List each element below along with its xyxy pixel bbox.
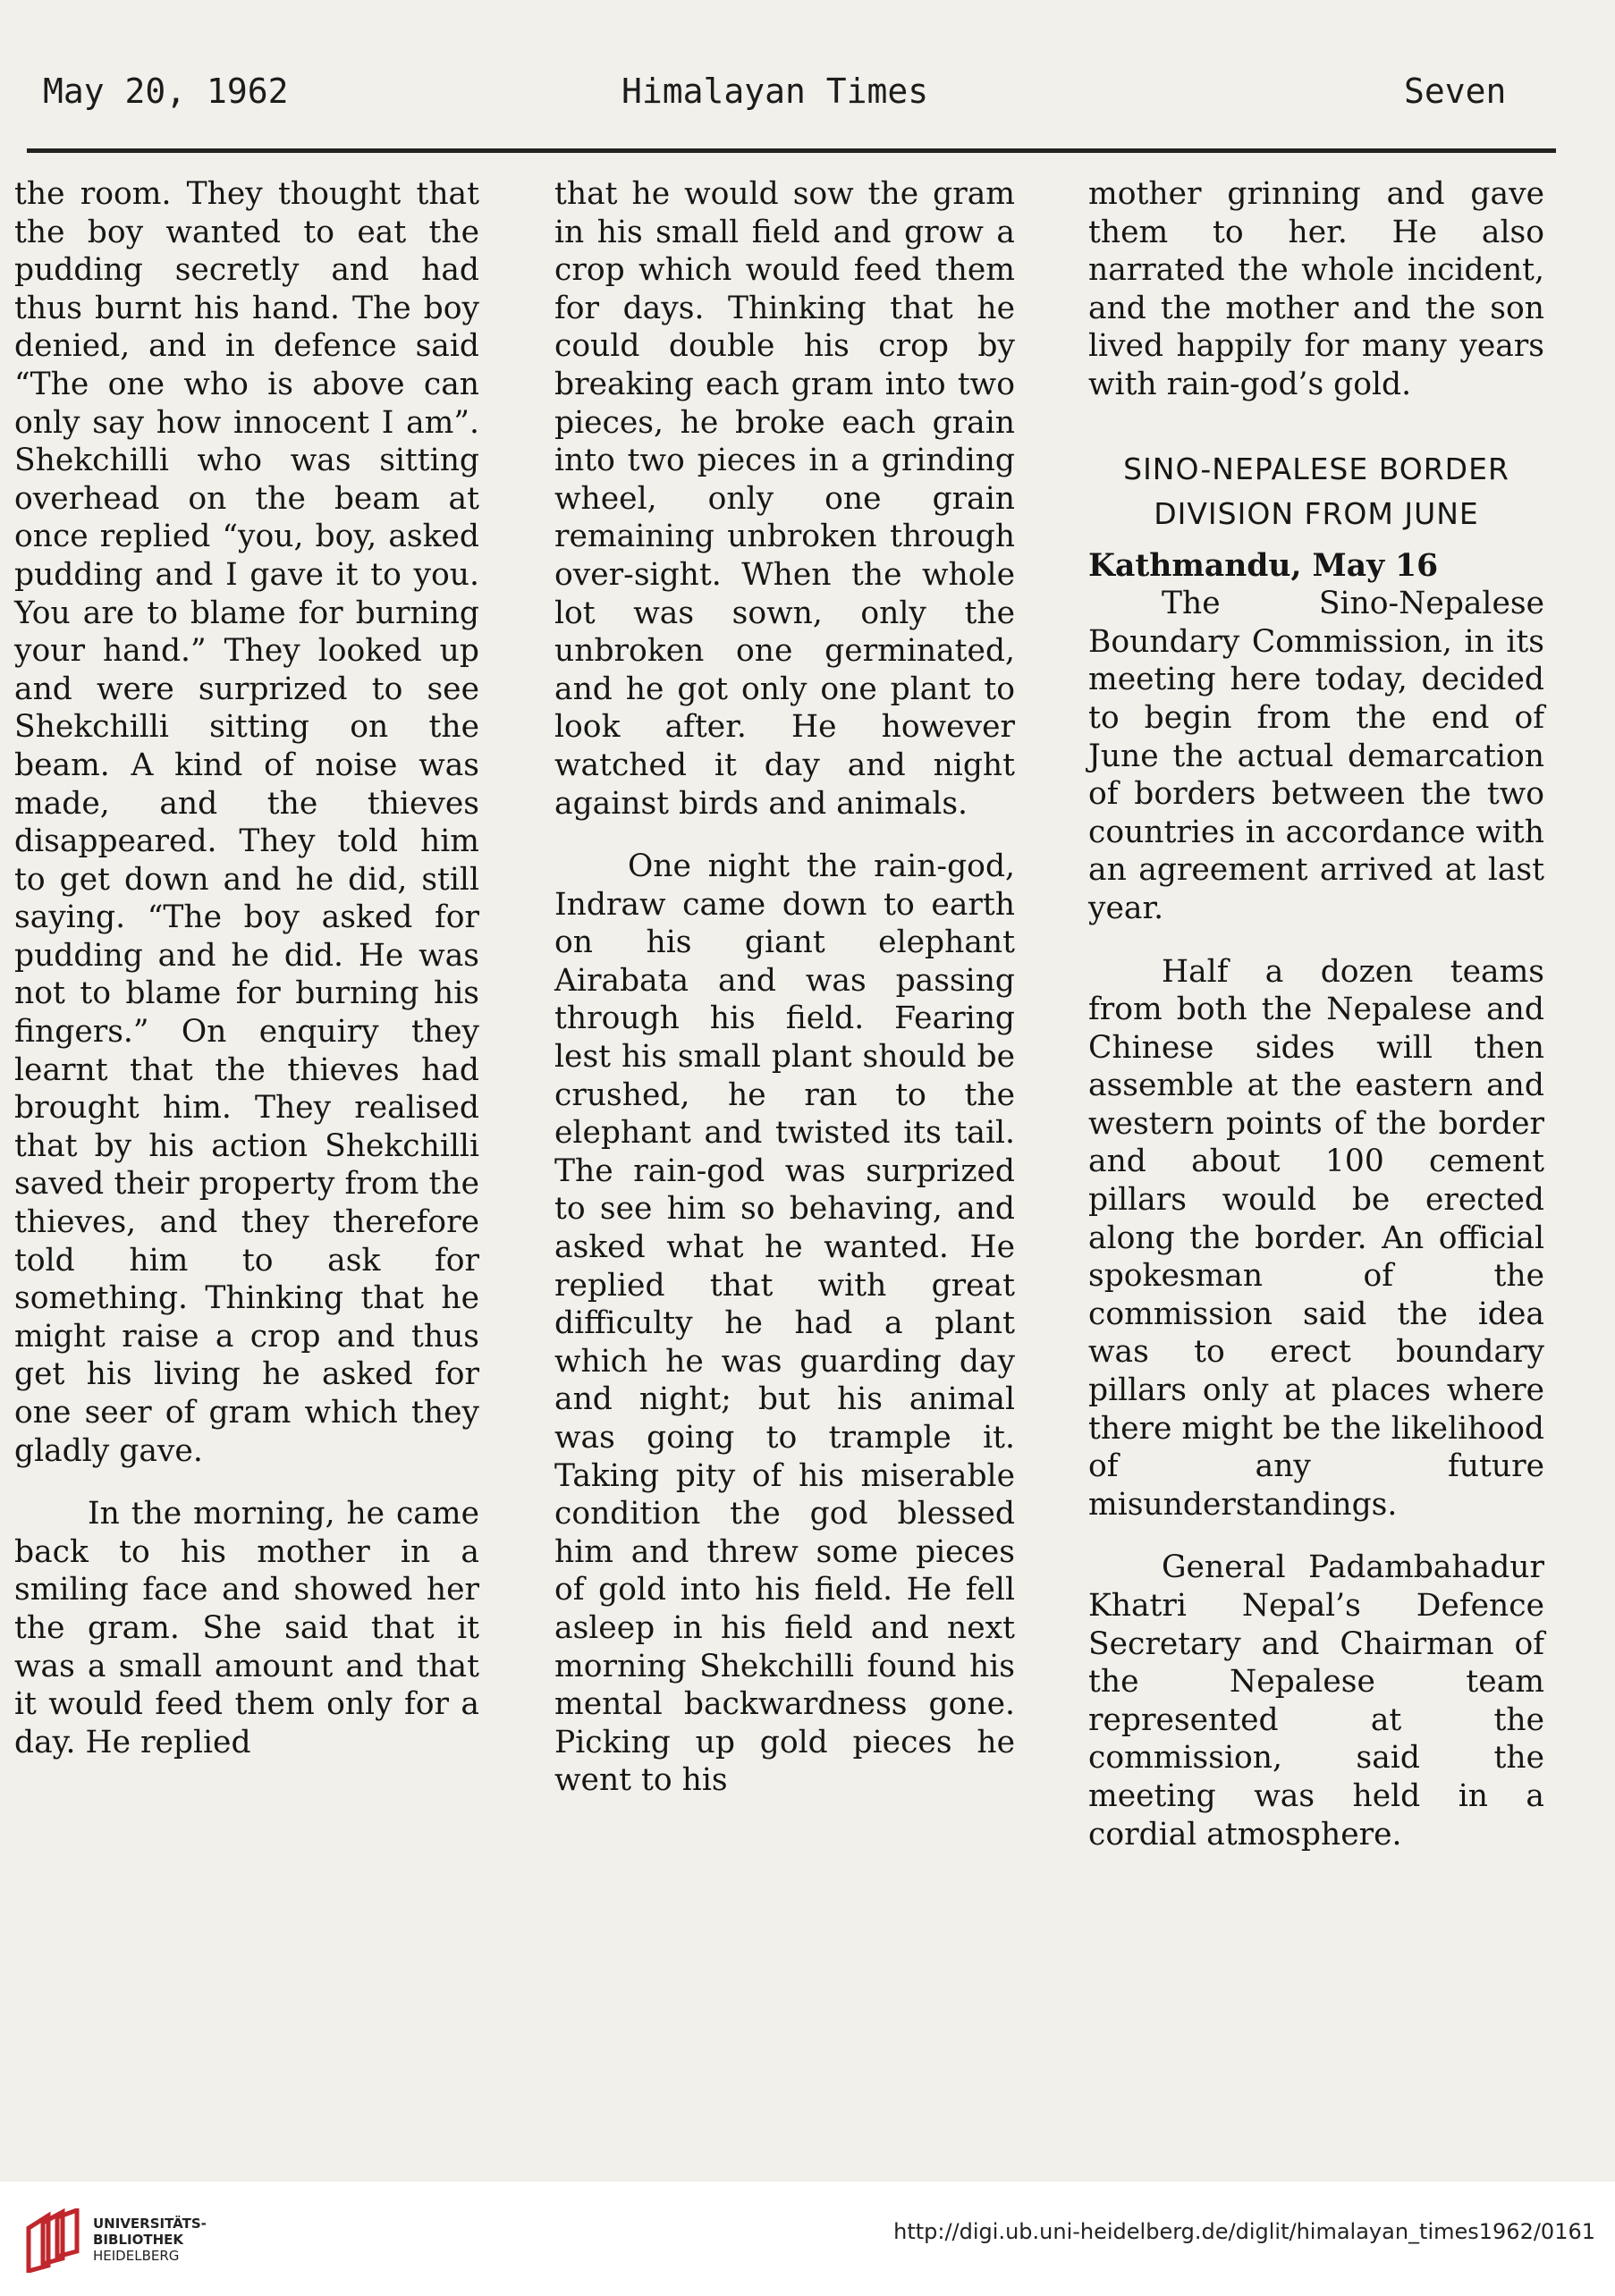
article-dateline: Kathmandu, May 16 — [1088, 547, 1439, 584]
university-library-logo-icon — [23, 2208, 86, 2273]
paragraph: the room. They thought that the boy wanted to eat the pudding secretly and had thus burnt his hand. The boy denied, and in defence said “The one who is above can only say how innocent I am”. Shekchilli who was sitting overhead on the beam at once replied “you, boy, asked pudding and I gave it to you. You are to blame for burning your hand.” They looked up and were surprized to see Shekchilli sitting on the beam. A kind of noise was made, and the thieves disappeared. They told him to get down and he did, still saying. “The boy asked for pudding and he did. He was not to blame for burning his fingers.” On enquiry they learnt that the thieves had brought him. They realised that by his action Shekchilli saved their property from the thieves, and they therefore told him to ask for something. Thinking that he might raise a crop and thus get his living he asked for one seer of gram which they gladly gave. — [14, 176, 479, 1469]
paragraph: mother grinning and gave them to her. He also narrated the whole incident, and the mother and the son lived happily for many years with rain-god’s gold. — [1088, 176, 1544, 402]
issue-date: May 20, 1962 — [43, 72, 289, 111]
column-1 — [14, 175, 479, 1761]
paragraph: Half a dozen teams from both the Nepalese and Chinese sides will then assemble at the eastern and western points of the border and about 100 cement pillars would be erected along the border. An official spokesman of the commission said the idea was to erect boundary pillars only at places where there might be the likelihood of any future misunderstandings. — [1088, 953, 1544, 1523]
paragraph: One night the rain-god, Indraw came down to earth on his giant elephant Airabata and was passing through his field. Fearing lest his small plant should be crushed, he ran to the elephant and twisted its tail. The rain-god was surprized to see him so behaving, and asked what he wanted. He replied that with great difficulty he had a plant which he was guarding day and night; but his animal was going to trample it. Taking pity of his miserable condition the god blessed him and threw some pieces of gold into his field. He fell asleep in his field and next morning Shekchilli found his mental backwardness gone. Picking up gold pieces he went to his — [554, 848, 1015, 1799]
article-headline: DIVISION FROM JUNE — [1154, 495, 1479, 531]
article-headline: SINO-NEPALESE BORDER — [1123, 451, 1509, 486]
paragraph: In the morning, he came back to his mother in a smiling face and showed her the gram. She said that it was a small amount and that it would feed them only for a day. He replied — [14, 1496, 479, 1760]
paragraph: that he would sow the gram in his small field and grow a crop which would feed them for days. Thinking that he could double his crop by breaking each gram into two pieces, he broke each grain into two pieces in a grinding wheel, only one grain remaining unbroken through over-sight. When the whole lot was sown, only the unbroken one germinated, and he got only one plant to look after. He however watched it day and night against birds and animals. — [554, 176, 1015, 822]
page-number: Seven — [1404, 72, 1507, 111]
digitization-footer — [0, 2182, 1615, 2296]
source-url[interactable]: http://digi.ub.uni-heidelberg.de/diglit/himalayan_times1962/0161 — [893, 2219, 1595, 2244]
paragraph: The Sino-Nepalese Boundary Commission, in its meeting here today, decided to begin from the end of June the actual demarcation of borders between the two countries in accordance with an agreement arrived at last year. — [1088, 586, 1544, 926]
paragraph: General Padambahadur Khatri Nepal’s Defence Secretary and Chairman of the Nepalese team represented at the commission, said the meeting was held in a cordial atmosphere. — [1088, 1549, 1544, 1853]
column-3 — [1088, 175, 1544, 1853]
newspaper-title: Himalayan Times — [621, 72, 929, 111]
column-2 — [554, 175, 1015, 1800]
library-name: UNIVERSITÄTS- BIBLIOTHEK HEIDELBERG — [93, 2216, 207, 2264]
header-rule — [27, 148, 1556, 153]
